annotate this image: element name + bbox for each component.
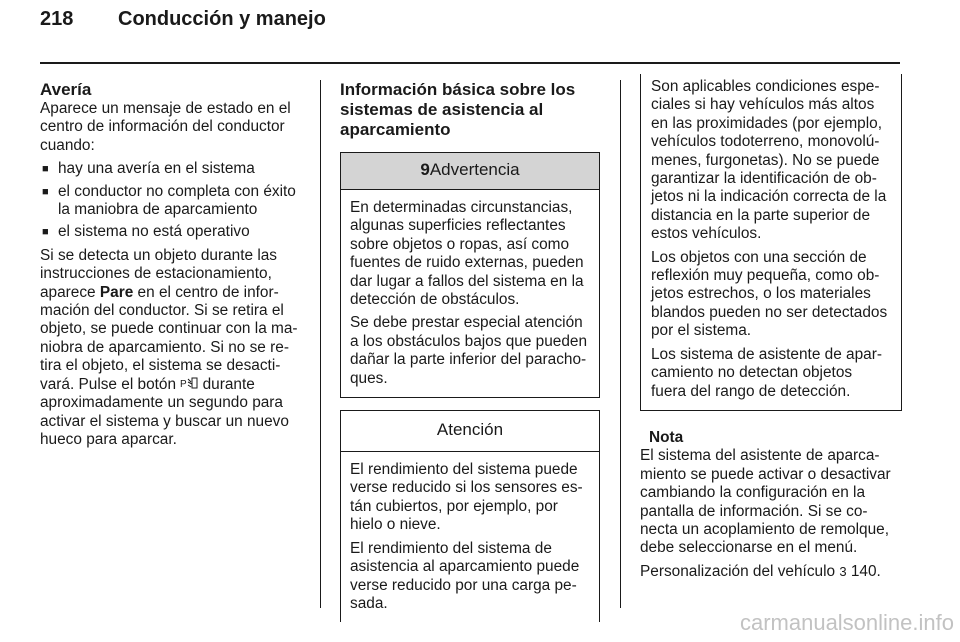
intro-paragraph: Aparece un mensaje de estado en el centro de información del conductor cuando:: [40, 100, 291, 154]
chapter-title: Conducción y manejo: [118, 8, 326, 30]
list-item: ■ el sistema no está operativo: [40, 223, 308, 241]
warning-paragraph: Se debe prestar especial atención a los obstáculos bajos que pueden dañar la parte inferior del paracho‐ques.: [350, 314, 588, 387]
warning-header: [341, 153, 599, 190]
note-heading: Nota: [649, 428, 684, 446]
reference-page-number: 140.: [846, 562, 881, 580]
park-assist-icon: [180, 376, 198, 393]
warning-box: [340, 152, 600, 398]
site-watermark: carmanualsonline.info: [739, 610, 954, 635]
stop-keyword: Pare: [99, 283, 134, 301]
caution-paragraph: Los objetos con una sección de reflexión muy pequeña, como ob‐jetos estrechos, o los materiales blandos pueden no ser detectados por el sistema.: [651, 248, 888, 340]
list-item: ■ el conductor no completa con éxito la maniobra de aparcamiento: [40, 183, 308, 220]
section-heading-basic-info: Información básica sobre los sistemas de asistencia al aparcamiento: [340, 80, 576, 139]
caution-paragraph: El rendimiento del sistema puede verse reducido si los sensores es‐tán cubiertos, por ejemplo, por hielo o nieve.: [350, 461, 583, 534]
caution-paragraph: Los sistema de asistente de apar‐camiento no detectan objetos fuera del rango de detección.: [651, 345, 882, 400]
condition-list: [40, 160, 308, 242]
caution-paragraph: Son aplicables condiciones espe‐ciales si hay vehículos más altos en las proximidades (por ejemplo, vehículos todoterreno, monovolú‐menes, furgonetas). No se puede garantizar la identificación de ob‐jetos ni la indicación correcta de la distancia en la parte superior de estos vehículos.: [651, 78, 887, 243]
column-divider-2: [620, 80, 621, 608]
svg-text:P: P: [180, 378, 187, 390]
section-heading-failure: Avería: [40, 80, 92, 99]
page-reference-arrow-icon: 3: [839, 563, 847, 579]
column-basic-info: [340, 80, 600, 622]
object-detected-paragraph: Si se detecta un objeto durante las instrucciones de estacionamiento, aparece Pare en el centro de infor‐mación del conductor. Si se retira el objeto, se puede continuar con la ma‐niobra de aparcamiento. Si no se re‐tira el objeto, el sistema se desacti‐vará. Pulse el botón P durante aproximadamente un segundo para activar el sistema y buscar un nuevo hueco para aparcar.: [40, 246, 298, 448]
warning-triangle-icon: 9: [420, 160, 430, 179]
caution-paragraph: El rendimiento del sistema de asistencia al aparcamiento puede verse reducido por una carga pe‐sada.: [350, 539, 580, 612]
column-failure: [40, 80, 308, 454]
column-divider-1: [320, 80, 321, 608]
header-rule: [40, 62, 900, 64]
caution-body: [341, 452, 599, 622]
cross-reference: Personalización del vehículo 3 140.: [640, 562, 881, 580]
warning-paragraph: En determinadas circunstancias, algunas superficies reflectantes sobre objetos o ropas, así como fuentes de ruido externas, pueden dar lugar a fallos del sistema en la detección de obstáculos.: [350, 199, 584, 309]
caution-header: Atención: [341, 411, 599, 452]
warning-title: Advertencia: [429, 160, 520, 179]
page-header: [40, 8, 326, 31]
caution-box-continued: [640, 74, 902, 411]
warning-body: [341, 190, 599, 397]
column-continued: [640, 80, 902, 586]
list-item: ■ hay una avería en el sistema: [40, 160, 308, 178]
page-number: 218: [40, 8, 74, 30]
caution-box: [340, 410, 600, 622]
note-text: El sistema del asistente de aparca‐miento se puede activar o desactivar cambiando la configuración en la pantalla de información. Si se co‐necta un acoplamiento de remolque, debe seleccionarse en el menú.: [640, 447, 891, 557]
